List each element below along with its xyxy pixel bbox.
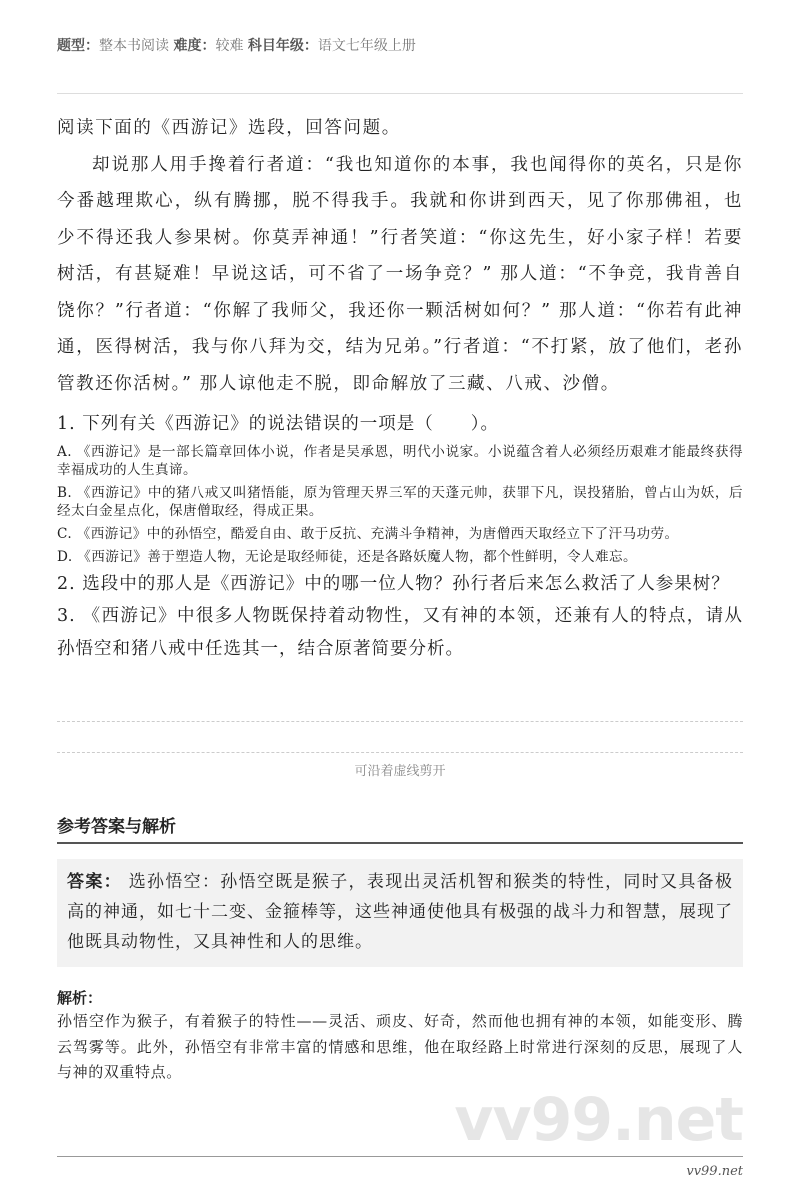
reading-passage: 却说那人用手搀着行者道：“我也知道你的本事，我也闻得你的英名，只是你今番越理欺心，纵有腾挪，脱不得我手。我就和你讲到西天，见了你那佛祖，也少不得还我人参果树。你莫弄神通！”行者笑道：“你这先生，好小家子样！若要树活，有甚疑难！早说这话，可不省了一场争竞？” 那人道：“不争竞，我肯善自饶你？”行者道：“你解了我师父，我还你一颗活树如何？” 那人道：“你若有此神通，医得树活，我与你八拜为交，结为兄弟。”行者道：“不打紧，放了他们，老孙管教还你活树。” 那人谅他走不脱，即命解放了三藏、八戒、沙僧。 <box>57 154 743 394</box>
question-meta <box>57 36 743 56</box>
type-value: 整本书阅读 <box>99 38 169 54</box>
section-title: 参考答案与解析 <box>57 817 176 837</box>
answer-label: 答案： <box>67 872 122 892</box>
subject-label: 科目年级： <box>247 38 318 54</box>
watermark: vv99.net <box>454 1084 743 1155</box>
difficulty-value: 较难 <box>215 38 244 54</box>
type-label: 题型： <box>57 38 99 54</box>
subject-value: 语文七年级上册 <box>317 38 416 54</box>
difficulty-label: 难度： <box>173 38 216 54</box>
option-c: C. 《西游记》中的孙悟空，酷爱自由、敢于反抗、充满斗争精神，为唐僧西天取经立下了汗马功劳。 <box>57 526 679 542</box>
divider <box>57 93 743 94</box>
answer-box <box>57 859 743 967</box>
instruction: 阅读下面的《西游记》选段，回答问题。 <box>57 118 401 138</box>
cut-line <box>57 752 743 753</box>
question-2: 2. 选段中的那人是《西游记》中的哪一位人物？孙行者后来怎么救活了人参果树？ <box>57 574 730 594</box>
option-b: B. 《西游记》中的猪八戒又叫猪悟能，原为管理天界三军的天蓬元帅，获罪下凡，误投猪胎，曾占山为妖，后经太白金星点化，保唐僧取经，得成正果。 <box>57 485 743 519</box>
dashed-line <box>57 721 743 722</box>
answer-text: 选孙悟空：孙悟空既是猴子，表现出灵活机智和猴类的特性，同时又具备极高的神通，如七十二变、金箍棒等，这些神通使他具有极强的战斗力和智慧，展现了他既具动物性，又具神性和人的思维。 <box>67 872 733 952</box>
question-1: 1. 下列有关《西游记》的说法错误的一项是（ ）。 <box>57 414 500 434</box>
cut-hint: 可沿着虚线剪开 <box>354 764 446 779</box>
question-3: 3. 《西游记》中很多人物既保持着动物性，又有神的本领，还兼有人的特点，请从孙悟空和猪八戒中任选其一，结合原著简要分析。 <box>57 606 743 659</box>
analysis-label: 解析： <box>57 989 103 1007</box>
footer-divider <box>57 1156 743 1157</box>
section-divider <box>57 842 743 844</box>
option-d: D. 《西游记》善于塑造人物，无论是取经师徒，还是各路妖魔人物，都个性鲜明，令人难忘。 <box>57 549 638 565</box>
analysis-text: 孙悟空作为猴子，有着猴子的特性——灵活、顽皮、好奇，然而他也拥有神的本领，如能变形、腾云驾雾等。此外，孙悟空有非常丰富的情感和思维，他在取经路上时常进行深刻的反思，展现了人与神的双重特点。 <box>57 1012 743 1081</box>
footer-site: vv99.net <box>686 1163 743 1179</box>
option-a: A. 《西游记》是一部长篇章回体小说，作者是吴承恩，明代小说家。小说蕴含着人必须经历艰难才能最终获得幸福成功的人生真谛。 <box>57 444 743 478</box>
